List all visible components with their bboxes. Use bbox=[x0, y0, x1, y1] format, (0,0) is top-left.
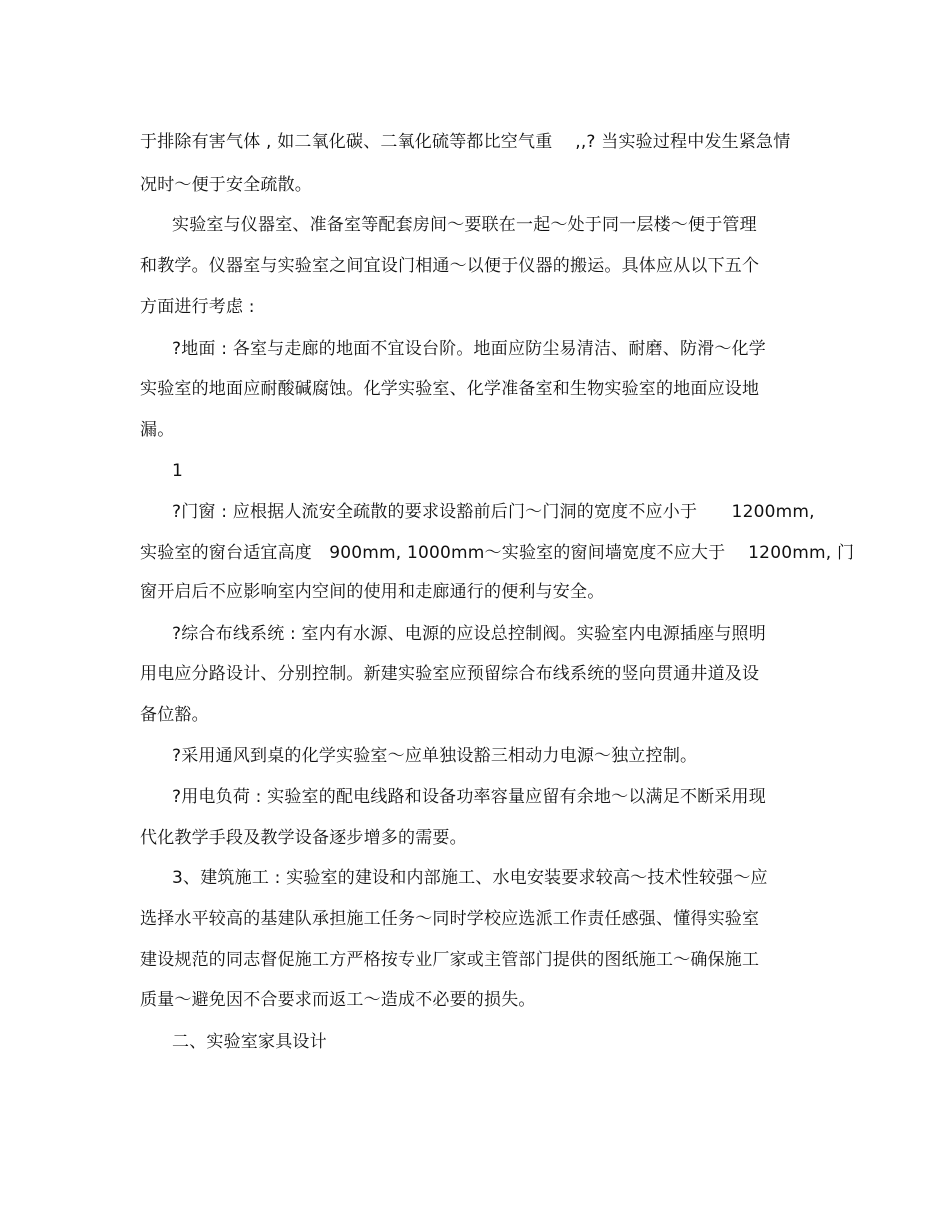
text-line: 窗开启后不应影响室内空间的使用和走廊通行的便利与安全。 bbox=[140, 582, 605, 602]
text-line: 实验室与仪器室、准备室等配套房间～要联在一起～处于同一层楼～便于管理 bbox=[172, 215, 757, 235]
text-line: 代化教学手段及教学设备逐步增多的需要。 bbox=[140, 828, 467, 848]
text-line: ?门窗 : 应根据人流安全疏散的要求设豁前后门～门洞的宽度不应小于 1200mm, bbox=[172, 502, 815, 522]
text-line: ?综合布线系统 : 室内有水源、电源的应设总控制阀。实验室内电源插座与照明 bbox=[172, 624, 766, 644]
text-line: 备位豁。 bbox=[140, 705, 209, 725]
text-line: 漏。 bbox=[140, 420, 175, 440]
text-line: 和教学。仪器室与实验室之间宜设门相通～以便于仪器的搬运。具体应从以下五个 bbox=[140, 256, 760, 276]
section-heading: 二、实验室家具设计 bbox=[172, 1032, 327, 1052]
text-line: 质量～避免因不合要求而返工～造成不必要的损失。 bbox=[140, 990, 536, 1010]
text-line: 况时～便于安全疏散。 bbox=[140, 175, 312, 195]
text-line: ?用电负荷 : 实验室的配电线路和设备功率容量应留有余地～以满足不断采用现 bbox=[172, 787, 766, 807]
text-line: 方面进行考虑 : bbox=[140, 297, 255, 317]
text-line: ?采用通风到桌的化学实验室～应单独设豁三相动力电源～独立控制。 bbox=[172, 746, 698, 766]
text-line: 3、建筑施工 : 实验室的建设和内部施工、水电安装要求较高～技术性较强～应 bbox=[172, 868, 768, 888]
text-line: 选择水平较高的基建队承担施工任务～同时学校应选派工作责任感强、懂得实验室 bbox=[140, 909, 760, 929]
page-number: 1 bbox=[172, 461, 184, 481]
text-line: 建设规范的同志督促施工方严格按专业厂家或主管部门提供的图纸施工～确保施工 bbox=[140, 950, 760, 970]
text-line: 实验室的窗台适宜高度 900mm, 1000mm～实验室的窗间墙宽度不应大于 1200mm, 门 bbox=[140, 543, 855, 563]
text-line: 于排除有害气体 , 如二氧化碳、二氧化硫等都比空气重 ,,? 当实验过程中发生紧急情 bbox=[140, 132, 791, 152]
text-line: ?地面 : 各室与走廊的地面不宜设台阶。地面应防尘易清洁、耐磨、防滑～化学 bbox=[172, 339, 766, 359]
text-line: 实验室的地面应耐酸碱腐蚀。化学实验室、化学准备室和生物实验室的地面应设地 bbox=[140, 379, 760, 399]
text-line: 用电应分路设计、分别控制。新建实验室应预留综合布线系统的竖向贯通井道及设 bbox=[140, 664, 760, 684]
